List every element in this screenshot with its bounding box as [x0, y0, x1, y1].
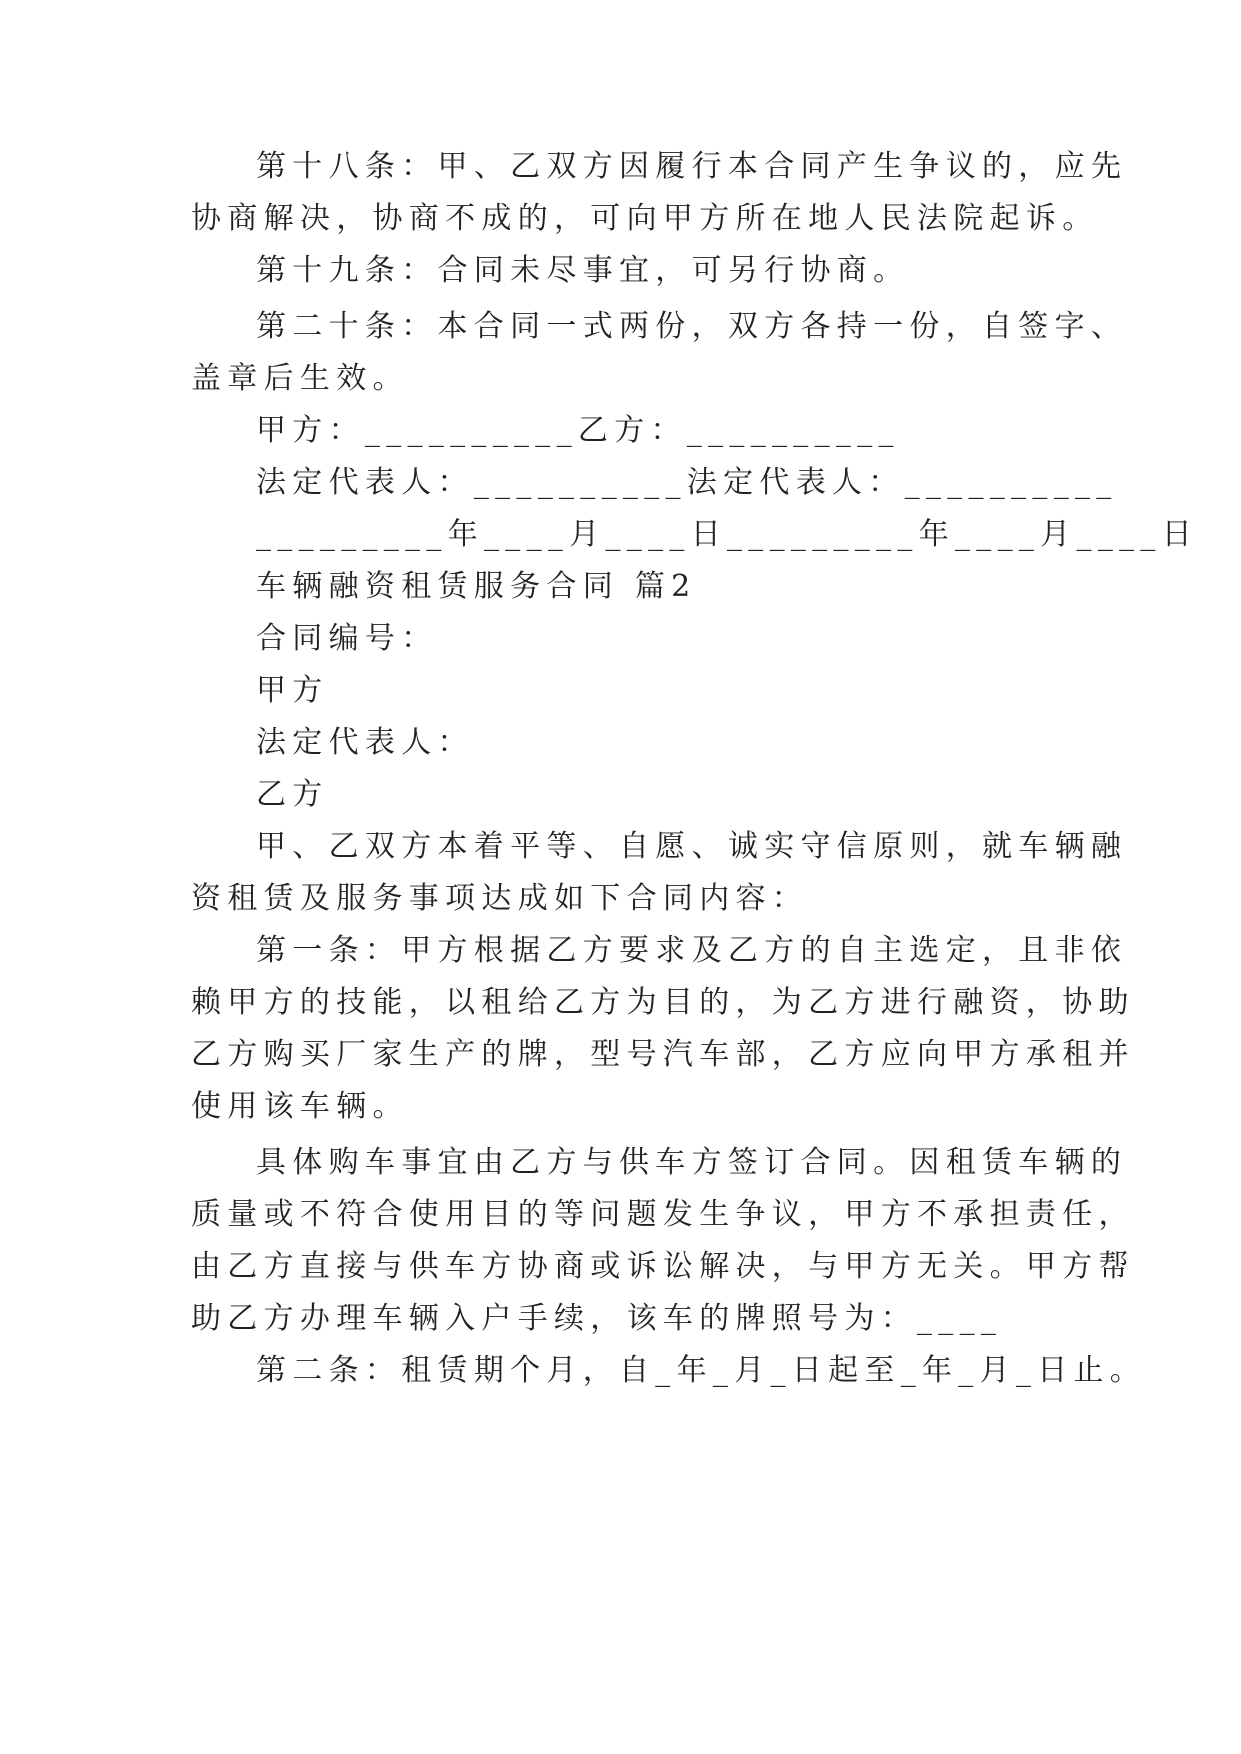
legal-representative-signature-line: 法定代表人：__________法定代表人：__________ — [256, 465, 1118, 500]
article-1-line-3: 乙方购买厂家生产的牌，型号汽车部，乙方应向甲方承租并 — [191, 1037, 1135, 1072]
contract-number-label: 合同编号： — [256, 621, 438, 656]
article-2: 第二条：租赁期个月，自_年_月_日起至_年_月_日止。 — [256, 1353, 1147, 1388]
purchase-paragraph-line-3: 由乙方直接与供车方协商或诉讼解决，与甲方无关。甲方帮 — [191, 1249, 1135, 1284]
preamble-line-1: 甲、乙双方本着平等、自愿、诚实守信原则，就车辆融 — [256, 829, 1128, 864]
date-signature-line: _________年____月____日_________年____月____日 — [256, 517, 1198, 552]
contract-section-title: 车辆融资租赁服务合同 篇2 — [256, 569, 697, 604]
purchase-paragraph-line-2: 质量或不符合使用目的等问题发生争议，甲方不承担责任， — [191, 1197, 1135, 1232]
article-20-line-2: 盖章后生效。 — [191, 361, 409, 396]
article-20-line-1: 第二十条：本合同一式两份，双方各持一份，自签字、 — [256, 309, 1128, 344]
article-1-line-4: 使用该车辆。 — [191, 1089, 409, 1124]
article-1-line-2: 赖甲方的技能，以租给乙方为目的，为乙方进行融资，协助 — [191, 985, 1135, 1020]
article-18-line-1: 第十八条：甲、乙双方因履行本合同产生争议的，应先 — [256, 149, 1128, 184]
article-19: 第十九条：合同未尽事宜，可另行协商。 — [256, 253, 910, 288]
party-b-label: 乙方 — [256, 777, 329, 812]
article-18-line-2: 协商解决，协商不成的，可向甲方所在地人民法院起诉。 — [191, 201, 1099, 236]
article-1-line-1: 第一条：甲方根据乙方要求及乙方的自主选定，且非依 — [256, 933, 1128, 968]
party-a-b-signature-line: 甲方：__________乙方：__________ — [256, 413, 900, 448]
party-a-label: 甲方 — [256, 673, 329, 708]
purchase-paragraph-line-1: 具体购车事宜由乙方与供车方签订合同。因租赁车辆的 — [256, 1145, 1128, 1180]
preamble-line-2: 资租赁及服务事项达成如下合同内容： — [191, 881, 809, 916]
purchase-paragraph-line-4: 助乙方办理车辆入户手续，该车的牌照号为：____ — [191, 1301, 1003, 1336]
legal-representative-label: 法定代表人： — [256, 725, 474, 760]
